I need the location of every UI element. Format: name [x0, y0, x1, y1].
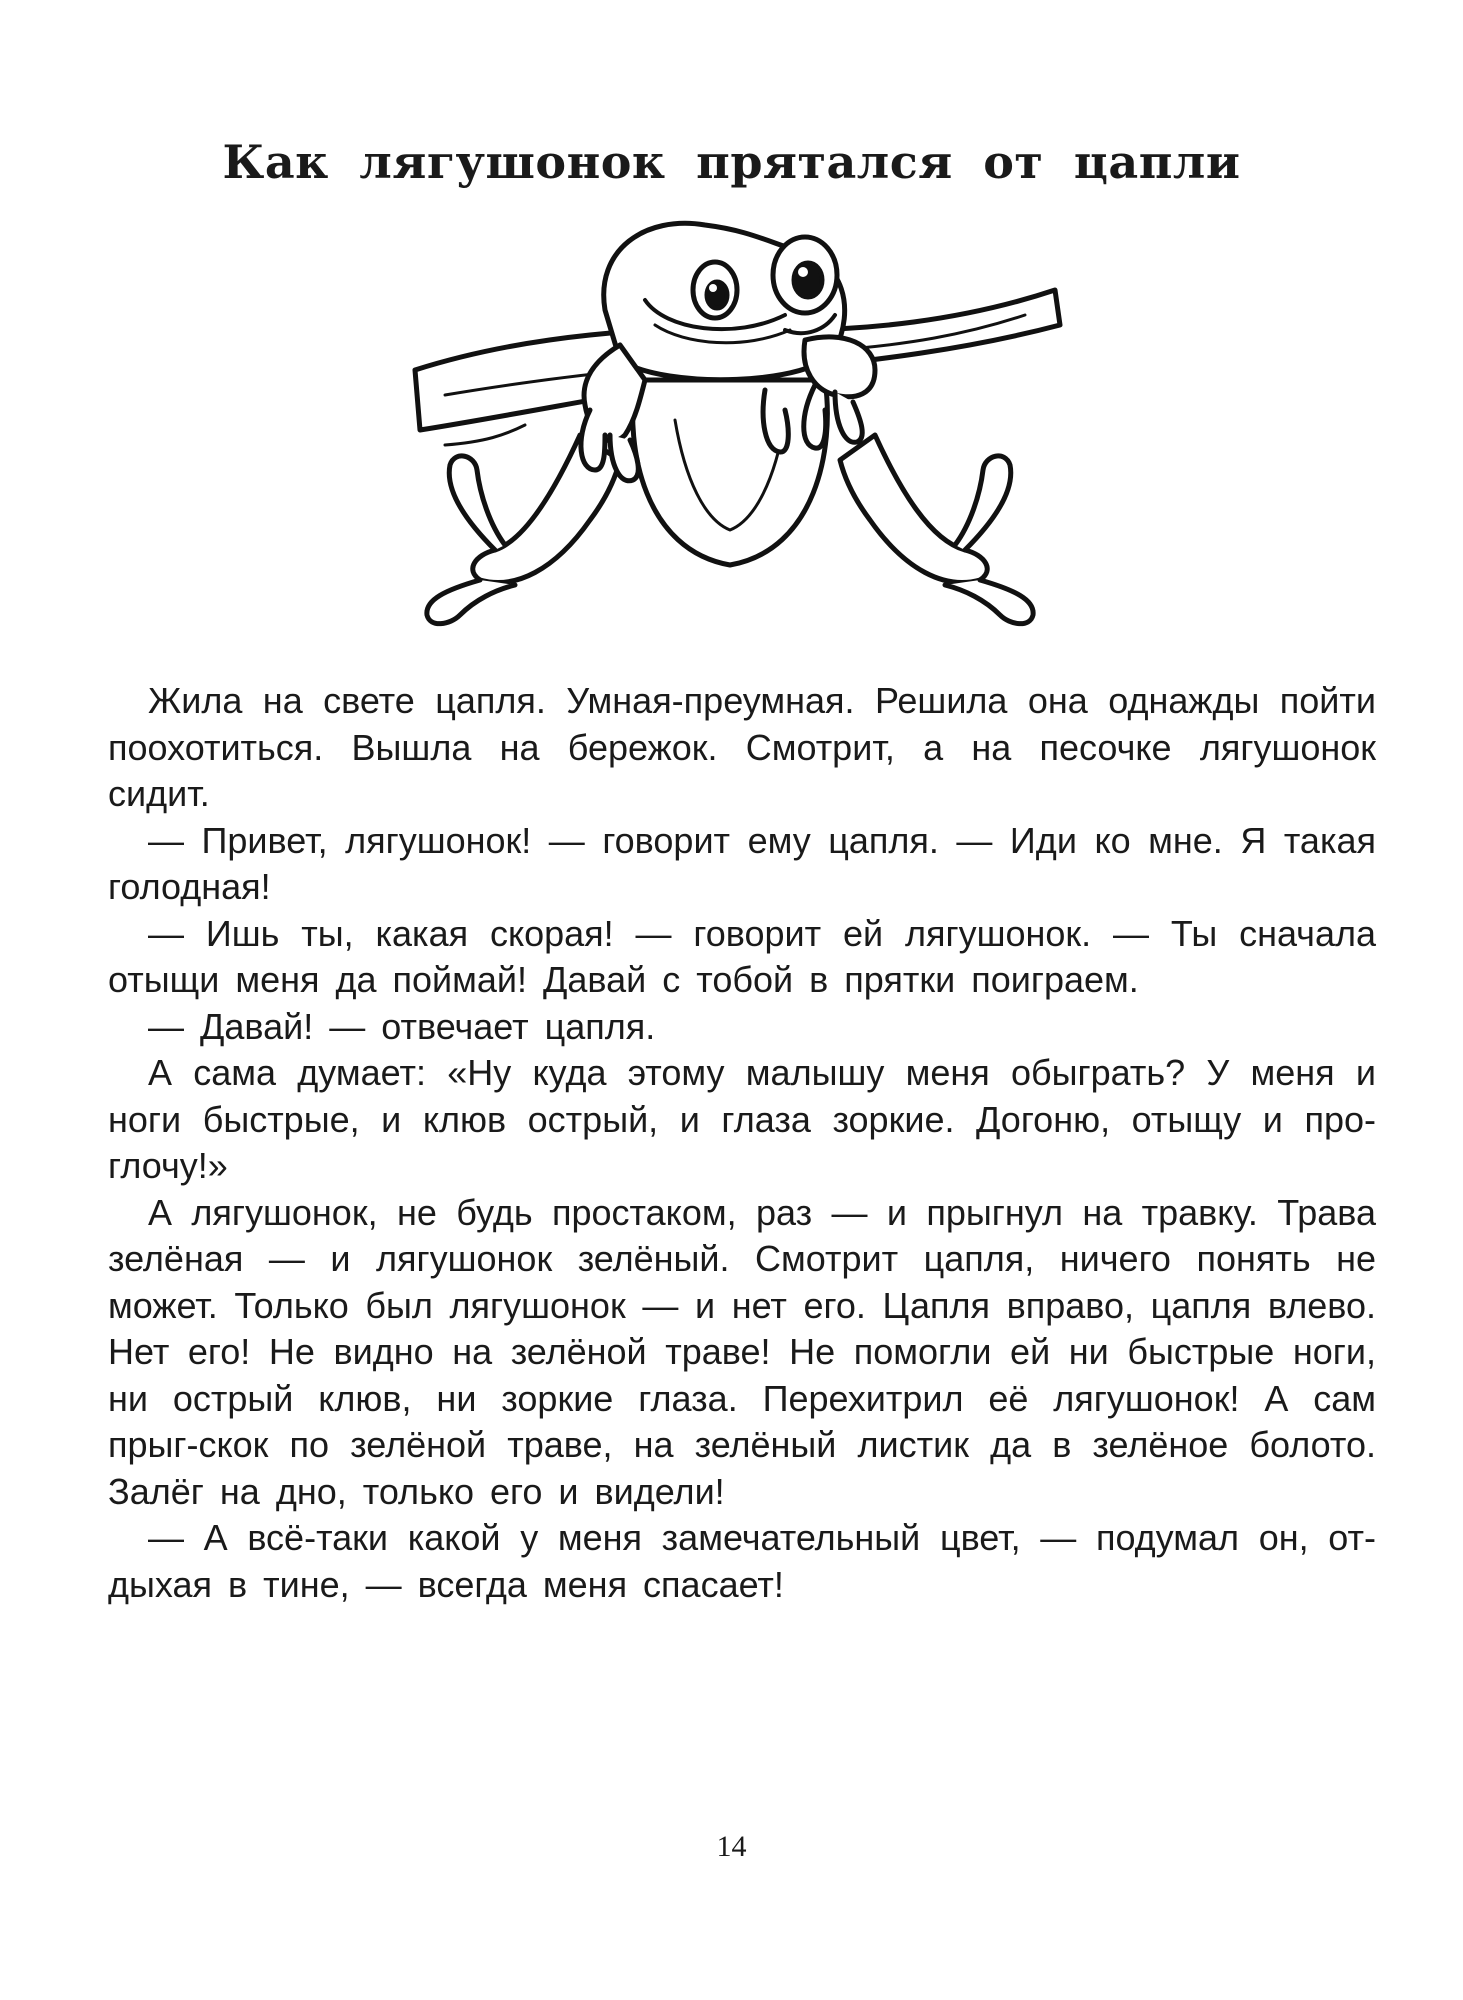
frog-illustration [405, 220, 1065, 640]
right-leg [840, 435, 987, 583]
frog-body [633, 380, 828, 565]
paragraph-4: — Давай! — отвечает цапля. [148, 1005, 656, 1047]
story-title: Как лягушонок прятался от цапли [222, 135, 1241, 189]
paragraph-7: — А всё-таки какой у меня замечательный цвет, — подумал он, отдыхая в тине, — всегда меня спасает! [108, 1517, 1376, 1605]
paragraph-3: — Ишь ты, какая скорая! — говорит ей лягушонок. — Ты сначала отыщи меня да поймай! Давай с тобой в прятки поиграем. [108, 912, 1376, 1000]
paragraph-6: А лягушонок, не будь простаком, раз — и прыгнул на травку. Трава зелёная — и лягушонок зелёный. Смотрит цапля, ничего понять не может. Только был лягушонок — и нет его. Цапля вправо, цапля влево. Нет его! Не видно на зелёной траве! Не помогли ей ни быстрые ноги, ни острый клюв, ни зоркие глаза. Перехитрил её лягушонок! А сам прыг-скок по зелёной траве, на зелёный листик да в зелёное болото. Залёг на дно, только его и видели! [108, 1191, 1376, 1512]
paragraph-1: Жила на свете цапля. Умная-преумная. Решила она однажды пойти поохотиться. Вышла на бережок. Смотрит, а на песочке лягушонок сидит. [108, 680, 1376, 814]
page-number: 14 [716, 1830, 747, 1863]
paragraph-2: — Привет, лягушонок! — говорит ему цапля. — Иди ко мне. Я такая голодная! [108, 819, 1376, 907]
story-text [108, 678, 1376, 1608]
frog-drawing [405, 220, 1065, 640]
paragraph-5: А сама думает: «Ну куда этому малышу меня обыграть? У меня и ноги быстрые, и клюв острый, и глаза зоркие. Догоню, отыщу и проглочу!» [108, 1052, 1376, 1186]
